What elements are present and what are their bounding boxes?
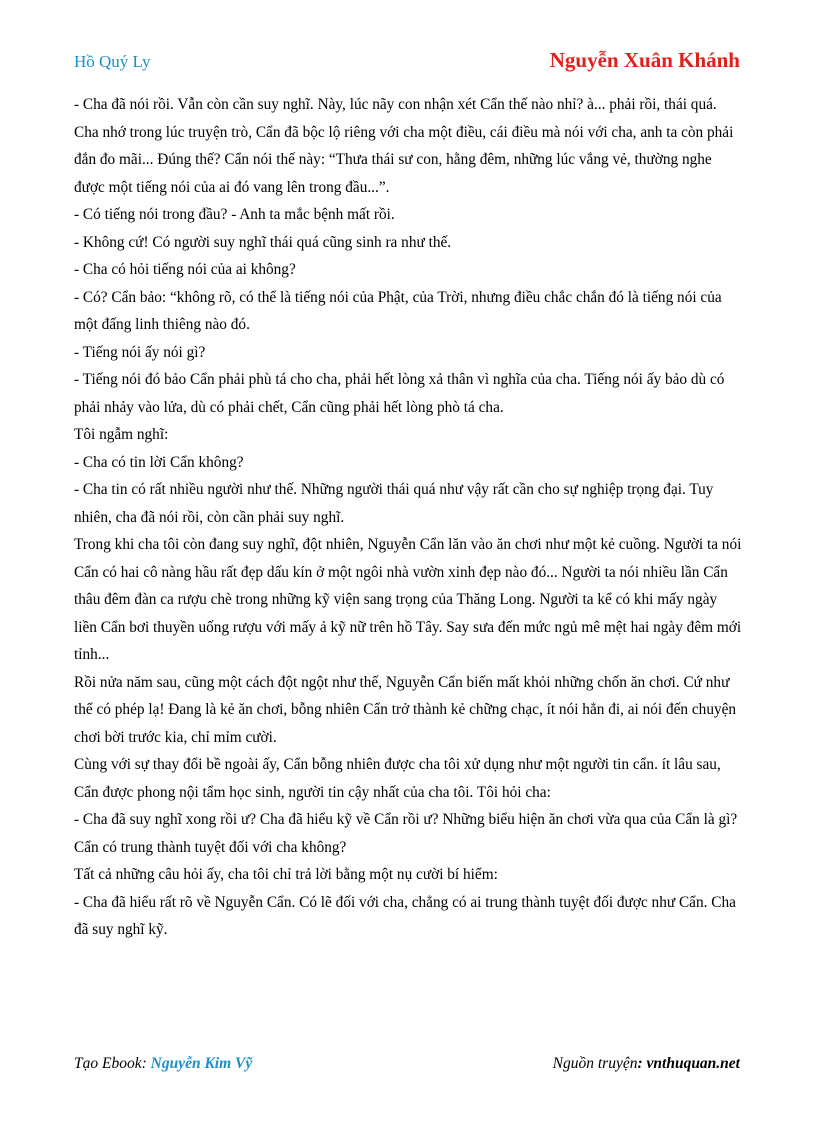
source-credit-separator: : <box>637 1055 647 1072</box>
paragraph: Tôi ngẫm nghĩ: <box>74 426 169 443</box>
paragraph: Rồi nửa năm sau, cũng một cách đột ngột như thế, Nguyễn Cẩn biến mất khỏi những chốn ăn chơi. Cứ như thể có phép lạ! Đang là kẻ ăn chơi, bỗng nhiên Cẩn trở thành kẻ chững chạc, ít nói hẳn đi, ai nói đến chuyện chơi bời trước kia, chỉ mỉm cười. <box>74 673 737 746</box>
paragraph: - Có? Cẩn bảo: “không rõ, có thể là tiếng nói của Phật, của Trời, nhưng điều chắc chắn đó là tiếng nói của một đấng linh thiêng nào đó. <box>74 288 722 333</box>
page-header <box>74 48 740 76</box>
paragraph: - Cha có hỏi tiếng nói của ai không? <box>74 261 296 278</box>
source-site-name: vnthuquan.net <box>646 1055 740 1072</box>
page-footer <box>74 1055 740 1077</box>
source-credit-label: Nguồn truyện <box>552 1055 638 1072</box>
paragraph: - Có tiếng nói trong đầu? - Anh ta mắc bệnh mất rồi. <box>74 206 395 223</box>
paragraph: Trong khi cha tôi còn đang suy nghĩ, đột nhiên, Nguyễn Cẩn lăn vào ăn chơi như một kẻ cuồng. Người ta nói Cẩn có hai cô nàng hầu rất đẹp dấu kín ở một ngôi nhà vườn xinh đẹp nào đó... Người ta nói nhiều lần Cẩn thâu đêm đàn ca rượu chè trong những kỹ viện sang trọng của Thăng Long. Người ta kể có khi mấy ngày liền Cẩn bơi thuyền uống rượu với mấy ả kỹ nữ trên hồ Tây. Say sưa đến mức ngủ mê mệt hai ngày đêm mới tỉnh... <box>74 536 742 663</box>
paragraph: - Cha có tin lời Cẩn không? <box>74 453 244 471</box>
source-credit <box>553 1055 740 1073</box>
paragraph: - Cha đã nói rồi. Vẫn còn cần suy nghĩ. Này, lúc nãy con nhận xét Cẩn thế nào nhỉ? à... phải rồi, thái quá. Cha nhớ trong lúc truyện trò, Cẩn đã bộc lộ riêng với cha một điều, cái điều mà nói với cha, anh ta còn phải đắn đo mãi... Đúng thế? Cẩn nói thế này: “Thưa thái sư con, hằng đêm, những lúc vắng vẻ, thường nghe được một tiếng nói của ai đó vang lên trong đầu...”. <box>74 96 734 196</box>
paragraph: - Tiếng nói đó bảo Cẩn phải phù tá cho cha, phải hết lòng xả thân vì nghĩa của cha. Tiếng nói ấy bảo dù có phải nhảy vào lửa, dù có phải chết, Cẩn cũng phải hết lòng phò tá cha. <box>74 371 725 416</box>
book-title: Hồ Quý Ly <box>74 52 151 71</box>
paragraph: - Cha đã hiểu rất rõ về Nguyễn Cẩn. Có lẽ đối với cha, chẳng có ai trung thành tuyệt đối được như Cẩn. Cha đã suy nghĩ kỹ. <box>74 893 736 938</box>
ebook-creator-name: Nguyễn Kim Vỹ <box>150 1055 253 1072</box>
ebook-credit-label: Tạo Ebook <box>74 1055 142 1072</box>
page-body <box>74 91 742 944</box>
paragraph: Cùng với sự thay đổi bề ngoài ấy, Cẩn bỗng nhiên được cha tôi xử dụng như một người tin cẩn. ít lâu sau, Cẩn được phong nội tẩm học sinh, người tin cậy nhất của cha tôi. Tôi hỏi cha: <box>74 756 721 801</box>
paragraph: Tất cả những câu hỏi ấy, cha tôi chỉ trả lời bằng một nụ cười bí hiểm: <box>74 866 498 883</box>
paragraph: - Cha tin có rất nhiều người như thế. Những người thái quá như vậy rất cần cho sự nghiệp trọng đại. Tuy nhiên, cha đã nói rồi, còn cần phải suy nghĩ. <box>74 481 714 526</box>
author-name: Nguyễn Xuân Khánh <box>549 48 740 72</box>
ebook-credit <box>74 1055 252 1073</box>
paragraph: - Không cứ! Có người suy nghĩ thái quá cũng sinh ra như thế. <box>74 233 452 251</box>
paragraph: - Tiếng nói ấy nói gì? <box>74 343 206 361</box>
paragraph: - Cha đã suy nghĩ xong rồi ư? Cha đã hiểu kỹ về Cẩn rồi ư? Những biểu hiện ăn chơi vừa qua của Cẩn là gì? Cẩn có trung thành tuyệt đối với cha không? <box>74 811 738 856</box>
ebook-credit-separator: : <box>141 1055 151 1072</box>
